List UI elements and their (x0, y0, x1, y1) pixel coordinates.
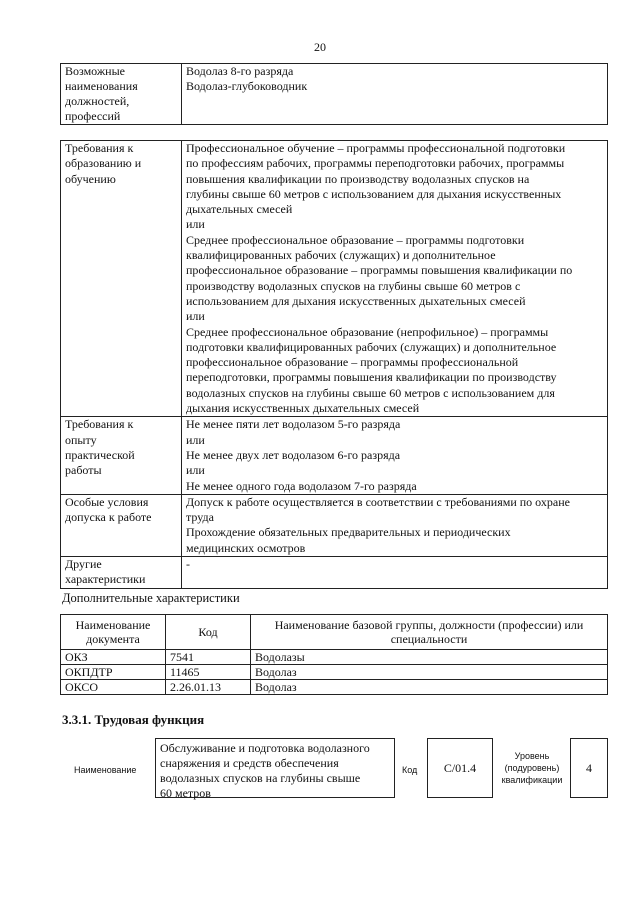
requirement-label (61, 494, 182, 556)
label-line: практической (65, 447, 135, 462)
cell-code: 2.26.01.13 (166, 680, 251, 695)
value-line: глубины свыше 60 метров с использованием для дыхания искусственных (186, 186, 562, 201)
value-line: водолазных спусков на глубины свыше 60 метров с использованием для (186, 385, 555, 400)
positions-label-line: наименования (65, 79, 138, 93)
position-value: Водолаз-глубоководник (186, 79, 308, 93)
label-line: Другие (65, 557, 102, 572)
value-line: повышения квалификации по производству водолазных спусков на (186, 171, 530, 186)
value-line: квалифицированных рабочих (служащих) и дополнительное (186, 248, 496, 263)
label-line: опыту (65, 432, 97, 447)
value-line: Не менее пяти лет водолазом 5-го разряда (186, 417, 401, 432)
positions-label (61, 64, 182, 125)
value-line: или (186, 463, 205, 478)
value-line: по профессиям рабочих, программы переподготовки рабочих, программы (186, 156, 565, 171)
page-number: 20 (314, 40, 326, 54)
value-line: переподготовки, программы повышения квалификации по производству (186, 370, 557, 385)
value-line: Не менее одного года водолазом 7-го разряда (186, 478, 417, 493)
value-line: Среднее профессиональное образование – программы подготовки (186, 232, 525, 247)
cell-code: 7541 (166, 650, 251, 665)
positions-table (60, 63, 608, 125)
label-line: обучению (65, 171, 116, 186)
value-line: дыхательных смесей (186, 202, 293, 217)
value-line: или (186, 432, 205, 447)
value-line: Среднее профессиональное образование (непрофильное) – программы (186, 324, 549, 339)
function-name-label: Наименование (74, 765, 137, 775)
function-name-line: 60 метров (160, 786, 211, 800)
label-line: Требования к (65, 141, 134, 155)
cell-name: Водолаз (251, 665, 608, 680)
cell-name: Водолаз (251, 680, 608, 695)
table-row (61, 680, 608, 695)
requirement-value (182, 141, 608, 417)
requirement-value (182, 417, 608, 494)
value-line: или (186, 217, 205, 232)
requirement-label (61, 141, 182, 417)
requirement-label (61, 557, 182, 589)
function-name-line: водолазных спусков на глубины свыше (160, 771, 361, 785)
value-line: труда (186, 510, 214, 525)
level-label-line: (подуровень) (504, 763, 560, 773)
value-line: медицинских осмотров (186, 540, 306, 555)
header-code: Код (166, 615, 251, 650)
positions-label-line: должностей, (65, 94, 130, 108)
label-line: образованию и (65, 156, 142, 171)
positions-values (182, 64, 608, 125)
value-line: подготовки квалифицированных рабочих (служащих) и дополнительное (186, 339, 557, 354)
level-label-line: Уровень (514, 751, 550, 761)
value-line: Прохождение обязательных предварительных и периодических (186, 525, 511, 540)
value-line: использованием для дыхания искусственных дыхательных смесей (186, 293, 526, 308)
table-row (61, 650, 608, 665)
function-title: 3.3.1. Трудовая функция (62, 712, 205, 727)
cell-code: 11465 (166, 665, 251, 680)
requirement-value (182, 557, 608, 589)
function-level-label (496, 750, 568, 786)
header-doc: Наименование документа (61, 615, 166, 650)
function-code-box: C/01.4 (427, 738, 493, 798)
value-line: профессиональное образование – программы повышения квалификации по (186, 263, 573, 278)
label-line: Особые условия (65, 494, 149, 509)
cell-doc: ОКСО (61, 680, 166, 695)
function-name-box (155, 738, 395, 798)
requirement-row-education (61, 141, 608, 417)
label-line: работы (65, 463, 102, 478)
label-line: Требования к (65, 417, 134, 432)
label-line: допуска к работе (65, 510, 152, 525)
requirement-row-admission (61, 494, 608, 556)
positions-row (61, 64, 608, 125)
requirements-table (60, 140, 608, 589)
value-line: Профессиональное обучение – программы профессиональной подготовки (186, 141, 566, 155)
function-name-line: Обслуживание и подготовка водолазного (160, 741, 370, 755)
value-line: - (186, 557, 190, 572)
positions-label-line: Возможные (65, 64, 125, 78)
cell-doc: ОКЗ (61, 650, 166, 665)
value-line: производству водолазных спусков на глубины свыше 60 метров с (186, 278, 521, 293)
value-line: или (186, 309, 205, 324)
table-row (61, 665, 608, 680)
requirement-row-experience (61, 417, 608, 494)
cell-name: Водолазы (251, 650, 608, 665)
header-name: Наименование базовой группы, должности (профессии) или специальности (251, 615, 608, 650)
requirement-label (61, 417, 182, 494)
function-name-line: снаряжения и средств обеспечения (160, 756, 339, 770)
value-line: дыхания искусственных дыхательных смесей (186, 401, 420, 416)
function-level-box: 4 (570, 738, 608, 798)
additional-title: Дополнительные характеристики (62, 591, 240, 605)
additional-header-row (61, 615, 608, 650)
value-line: профессиональное образование – программы профессиональной (186, 355, 519, 370)
level-label-line: квалификации (501, 775, 563, 785)
position-value: Водолаз 8-го разряда (186, 64, 294, 78)
positions-label-line: профессий (65, 109, 121, 123)
value-line: Не менее двух лет водолазом 6-го разряда (186, 447, 401, 462)
cell-doc: ОКПДТР (61, 665, 166, 680)
requirement-value (182, 494, 608, 556)
value-line: Допуск к работе осуществляется в соответствии с требованиями по охране (186, 494, 570, 509)
function-code-label: Код (402, 765, 418, 775)
requirement-row-other (61, 557, 608, 589)
label-line: характеристики (65, 572, 146, 587)
additional-table (60, 614, 608, 695)
